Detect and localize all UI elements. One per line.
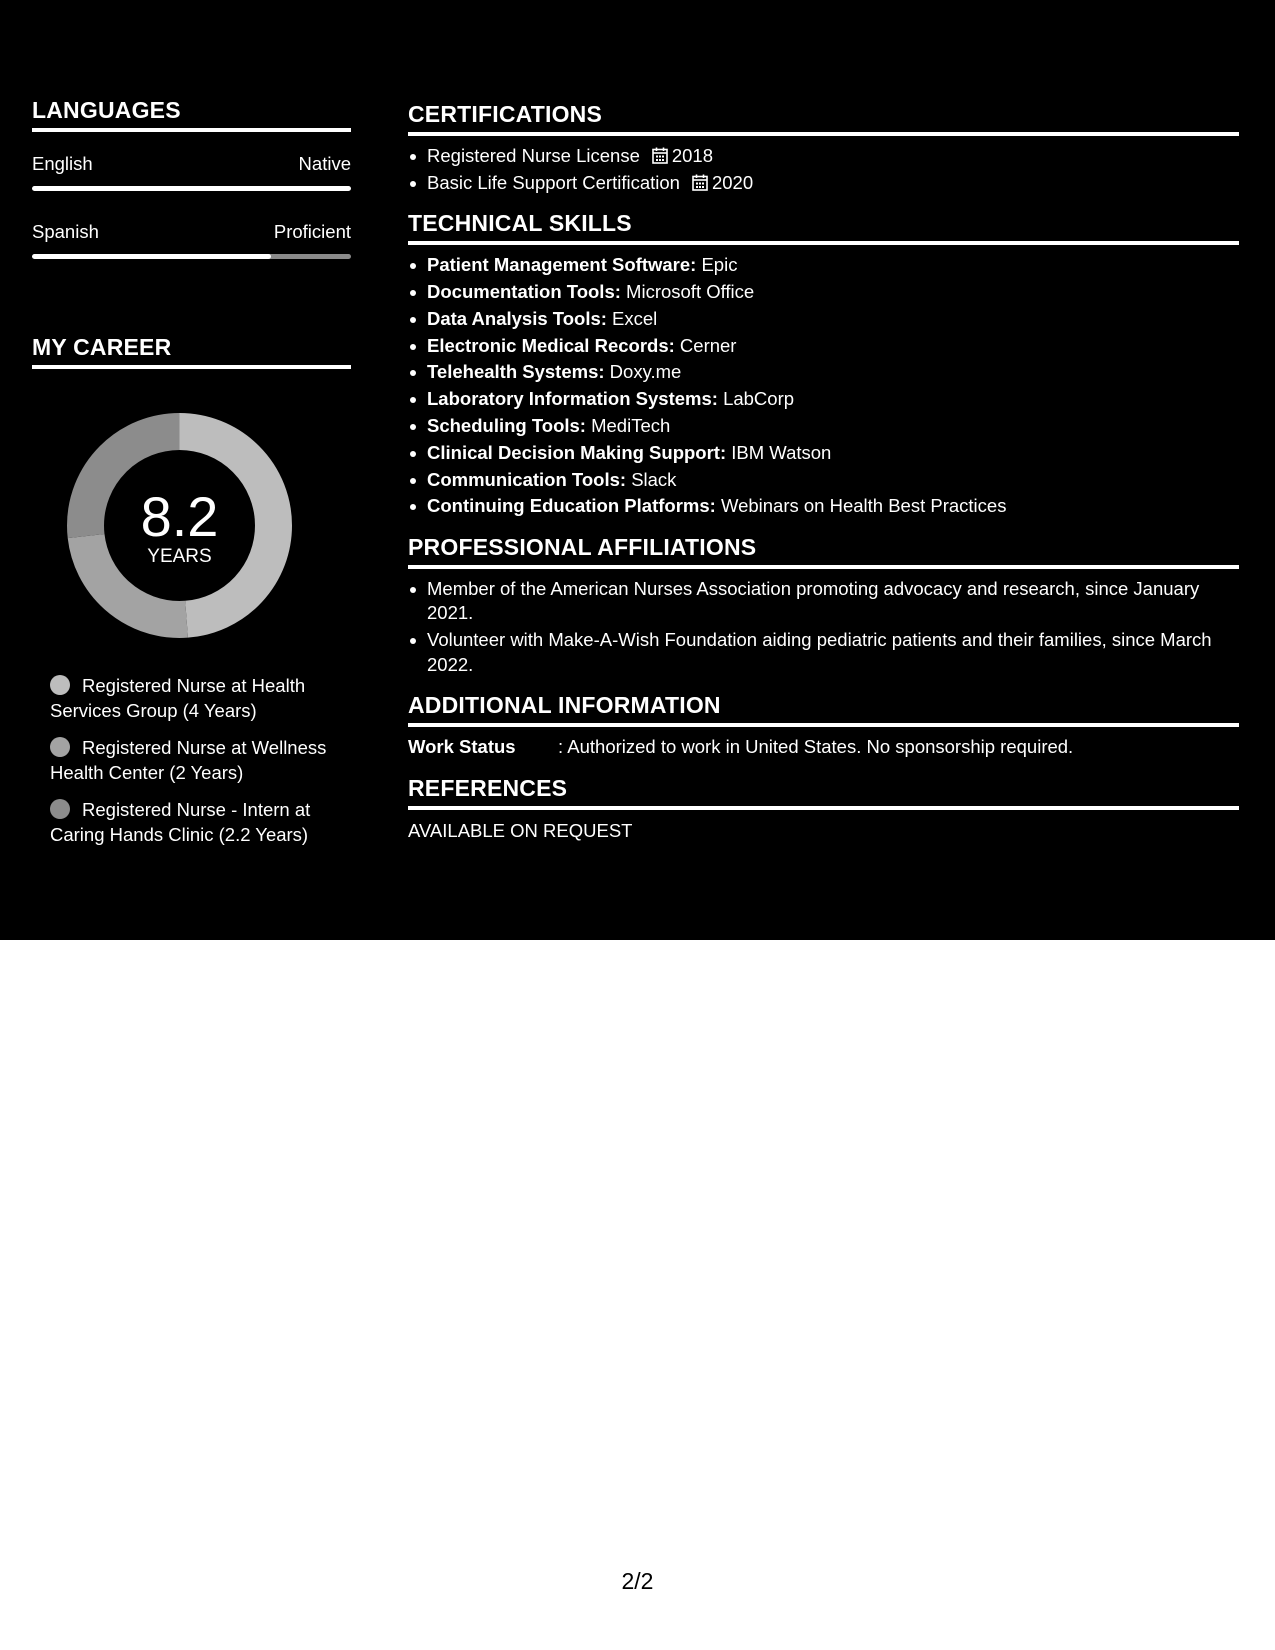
work-status-value: : Authorized to work in United States. No sponsorship required. [558,736,1074,758]
career-total-unit: YEARS [147,545,212,567]
skill-item [408,468,1239,493]
career-item-text: Registered Nurse at Wellness Health Center (2 Years) [50,737,327,783]
technical-skills-heading: TECHNICAL SKILLS [408,210,632,237]
career-legend [50,674,350,847]
skill-value: LabCorp [723,388,795,410]
certifications-list [408,144,1239,195]
career-legend-item [50,798,350,847]
certification-name: Registered Nurse License [427,145,640,166]
skill-name: Data Analysis Tools: [427,307,607,329]
skill-value: Excel [612,307,658,329]
certification-name: Basic Life Support Certification [427,171,680,193]
skill-item [408,280,1239,305]
skill-value: Epic [701,254,738,276]
skill-item [408,334,1239,359]
skill-item [408,307,1239,332]
certifications-heading: CERTIFICATIONS [408,101,603,127]
career-total-years: 8.2 [140,484,219,548]
additional-info-section [408,691,1239,760]
languages-heading: LANGUAGES [32,97,181,123]
section-divider [32,128,351,132]
legend-dot-icon [50,675,70,695]
left-column [32,96,351,860]
skill-value: MediTech [591,415,671,437]
career-heading: MY CAREER [32,334,172,360]
language-name: English [32,153,93,174]
certifications-section [408,100,1239,195]
certification-year: 2018 [671,145,714,166]
career-legend-item [50,674,350,723]
references-text: AVAILABLE ON REQUEST [408,819,633,841]
skill-item [408,253,1239,278]
references-heading: REFERENCES [408,774,568,801]
career-donut-center [67,413,292,638]
skill-name: Electronic Medical Records: [427,334,675,356]
skill-name: Communication Tools: [427,468,627,490]
skill-value: Microsoft Office [626,281,755,303]
section-divider [408,241,1239,245]
legend-dot-icon [50,737,70,757]
skill-name: Telehealth Systems: [427,361,605,383]
technical-skills-section [408,209,1239,519]
section-divider [32,365,351,369]
skill-name: Continuing Education Platforms: [427,495,716,517]
right-column [408,100,1239,857]
language-proficiency-fill [32,186,351,191]
certification-year: 2020 [711,171,754,193]
certification-item [408,144,1239,169]
affiliations-section [408,533,1239,677]
career-legend-item [50,736,350,785]
language-name: Spanish [32,221,99,242]
section-divider [408,723,1239,727]
skill-name: Patient Management Software: [427,254,697,276]
skill-value: IBM Watson [731,441,832,463]
language-proficiency-bar [32,186,351,191]
work-status-label: Work Status [408,736,516,758]
language-proficiency-bar [32,254,351,259]
section-divider [408,565,1239,569]
skill-item [408,441,1239,466]
section-divider [408,806,1239,810]
skill-value: Cerner [679,334,737,356]
additional-info-heading: ADDITIONAL INFORMATION [408,692,721,719]
calendar-icon [692,174,708,191]
skill-value: Doxy.me [609,361,682,383]
career-item-text: Registered Nurse - Intern at Caring Hands Clinic (2.2 Years) [50,799,311,845]
skill-item [408,360,1239,385]
skill-item [408,494,1239,519]
affiliations-heading: PROFESSIONAL AFFILIATIONS [408,533,757,560]
language-level: Proficient [273,221,351,242]
skill-value: Webinars on Health Best Practices [720,495,1007,517]
technical-skills-list [408,253,1239,519]
affiliation-item: Member of the American Nurses Association promoting advocacy and research, since January 2021. [408,577,1239,626]
affiliations-list [408,577,1239,677]
career-item-text: Registered Nurse at Health Services Group (4 Years) [50,675,306,721]
section-divider [408,132,1239,136]
skill-value: Slack [631,468,677,490]
skill-item [408,414,1239,439]
references-section [408,774,1239,844]
calendar-icon [652,147,668,164]
skill-name: Scheduling Tools: [427,415,586,437]
language-item-english [32,152,351,191]
languages-section [32,96,351,259]
language-proficiency-fill [32,254,271,259]
career-section [32,333,351,847]
page-number: 2/2 [621,1568,654,1594]
legend-dot-icon [50,799,70,819]
affiliation-item: Volunteer with Make-A-Wish Foundation aiding pediatric patients and their families, since March 2022. [408,628,1239,677]
certification-item [408,171,1239,196]
language-level: Native [298,153,351,174]
work-status-row [408,735,1239,760]
skill-name: Clinical Decision Making Support: [427,441,727,463]
career-donut-chart [67,413,292,638]
skill-item [408,387,1239,412]
skill-name: Documentation Tools: [427,281,621,303]
language-item-spanish [32,220,351,259]
skill-name: Laboratory Information Systems: [427,388,718,410]
